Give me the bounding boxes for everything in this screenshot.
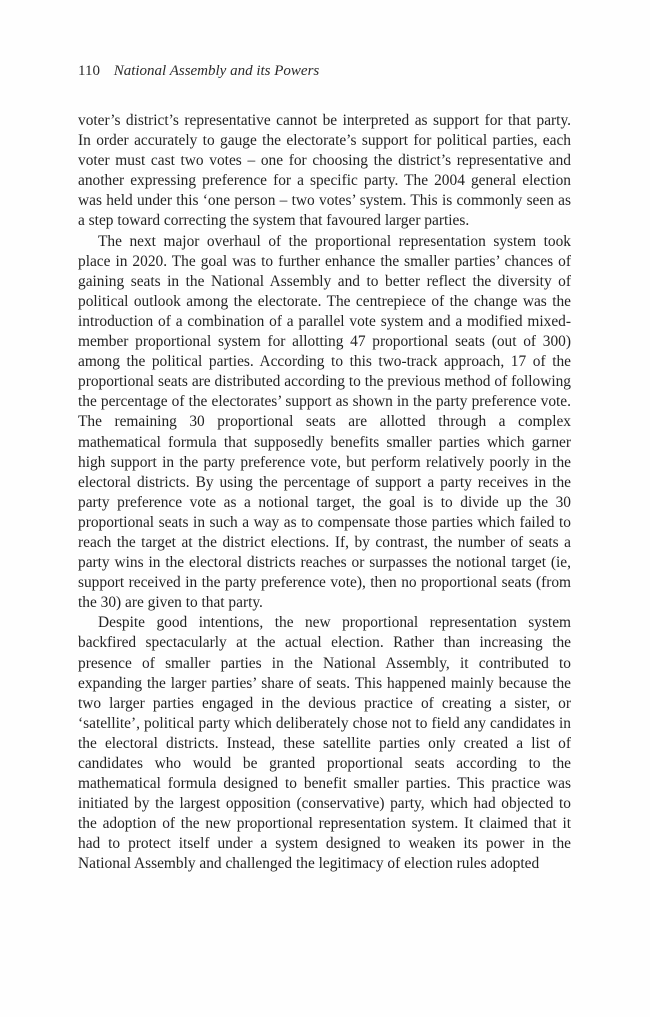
body-text <box>78 111 571 875</box>
page-number: 110 <box>78 63 100 79</box>
running-title: National Assembly and its Powers <box>113 63 320 79</box>
page-header <box>78 63 319 80</box>
paragraph-2020-overhaul: The next major overhaul of the proportional representation system took place in 2020. The goal was to further enhance the smaller parties’ chances of gaining seats in the National Assembly and to better reflect the diversity of political outlook among the electorate. The centrepiece of the change was the introduction of a combination of a parallel vote system and a modified mixed-member proportional system for allotting 47 proportional seats (out of 300) among the political parties. According to this two-track approach, 17 of the proportional seats are distributed according to the previous method of following the percentage of the electorates’ support as shown in the party preference vote. The remaining 30 proportional seats are allotted through a complex mathematical formula that supposedly benefits smaller parties which garner high support in the party preference vote, but perform relatively poorly in the electoral districts. By using the percentage of support a party receives in the party preference vote as a notional target, the goal is to divide up the 30 proportional seats in such a way as to compensate those parties which failed to reach the target at the district elections. If, by contrast, the number of seats a party wins in the electoral districts reaches or surpasses the notional target (ie, support received in the party preference vote), then no proportional seats (from the 30) are given to that party. <box>78 232 571 612</box>
paragraph-backfire: Despite good intentions, the new proportional representation system backfired spectacularly at the actual election. Rather than increasing the presence of smaller parties in the National Assembly, it contributed to expanding the larger parties’ share of seats. This happened mainly because the two larger parties engaged in the devious practice of creating a sister, or ‘satellite’, political party which deliberately chose not to field any candidates in the electoral districts. Instead, these satellite parties only created a list of candidates who would be granted proportional seats according to the mathematical formula designed to benefit smaller parties. This practice was initiated by the largest opposition (conservative) party, which had objected to the adoption of the new proportional representation system. It claimed that it had to protect itself under a system designed to weaken its power in the National Assembly and challenged the legitimacy of election rules adopted <box>78 614 571 873</box>
paragraph-continued: voter’s district’s representative cannot be interpreted as support for that party. In order accurately to gauge the electorate’s support for political parties, each voter must cast two votes – one for choosing the district’s representative and another expressing preference for a specific party. The 2004 general election was held under this ‘one person – two votes’ system. This is commonly seen as a step toward correcting the system that favoured larger parties. <box>78 112 571 230</box>
